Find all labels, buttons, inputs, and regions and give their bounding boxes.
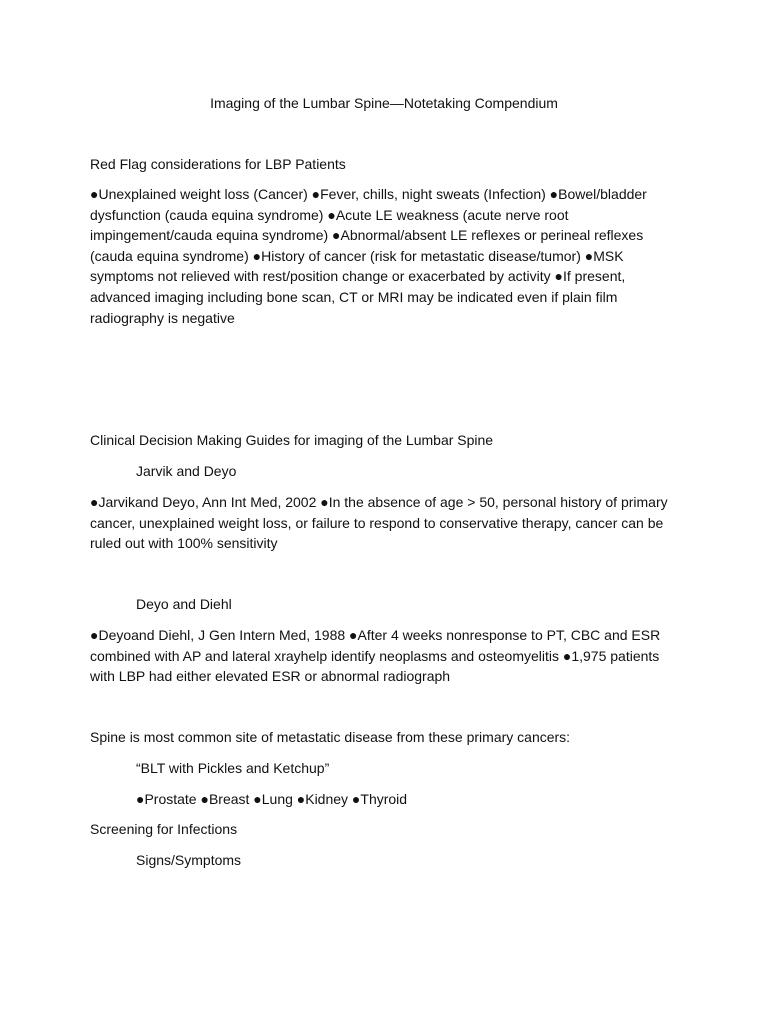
deyo-subheading: Deyo and Diehl bbox=[136, 596, 232, 612]
signs-subheading: Signs/Symptoms bbox=[136, 852, 242, 868]
cancers-list: ●Prostate ●Breast ●Lung ●Kidney ●Thyroid bbox=[136, 791, 408, 807]
red-flag-heading: Red Flag considerations for LBP Patients bbox=[90, 156, 346, 172]
mnemonic-text: “BLT with Pickles and Ketchup” bbox=[136, 760, 330, 776]
spine-heading: Spine is most common site of metastatic disease from these primary cancers: bbox=[90, 729, 571, 745]
red-flag-paragraph: ●Unexplained weight loss (Cancer) ●Fever, chills, night sweats (Infection) ●Bowel/bladder dysfunction (cauda equina syndrome) ●Acute LE weakness (acute nerve root impingement/cauda equina syndrome) ●Abnormal/absent LE reflexes or perineal reflexes (cauda equina syndrome) ●History of cancer (risk for metastatic disease/tumor) ●MSK symptoms not relieved with rest/position change or exacerbated by activity ●If present, advanced imaging including bone scan, CT or MRI may be indicated even if plain film radiography is negative bbox=[90, 186, 647, 326]
jarvik-paragraph: ●Jarvikand Deyo, Ann Int Med, 2002 ●In the absence of age > 50, personal history of primary cancer, unexplained weight loss, or failure to respond to conservative therapy, cancer can be ruled out with 100% sensitivity bbox=[90, 494, 668, 552]
document-title: Imaging of the Lumbar Spine—Notetaking Compendium bbox=[210, 95, 558, 111]
clinical-heading: Clinical Decision Making Guides for imaging of the Lumbar Spine bbox=[90, 432, 494, 448]
deyo-paragraph: ●Deyoand Diehl, J Gen Intern Med, 1988 ●After 4 weeks nonresponse to PT, CBC and ESR combined with AP and lateral xrayhelp identify neoplasms and osteomyelitis ●1,975 patients with LBP had either elevated ESR or abnormal radiograph bbox=[90, 627, 661, 685]
jarvik-subheading: Jarvik and Deyo bbox=[136, 463, 237, 479]
screening-heading: Screening for Infections bbox=[90, 821, 238, 837]
